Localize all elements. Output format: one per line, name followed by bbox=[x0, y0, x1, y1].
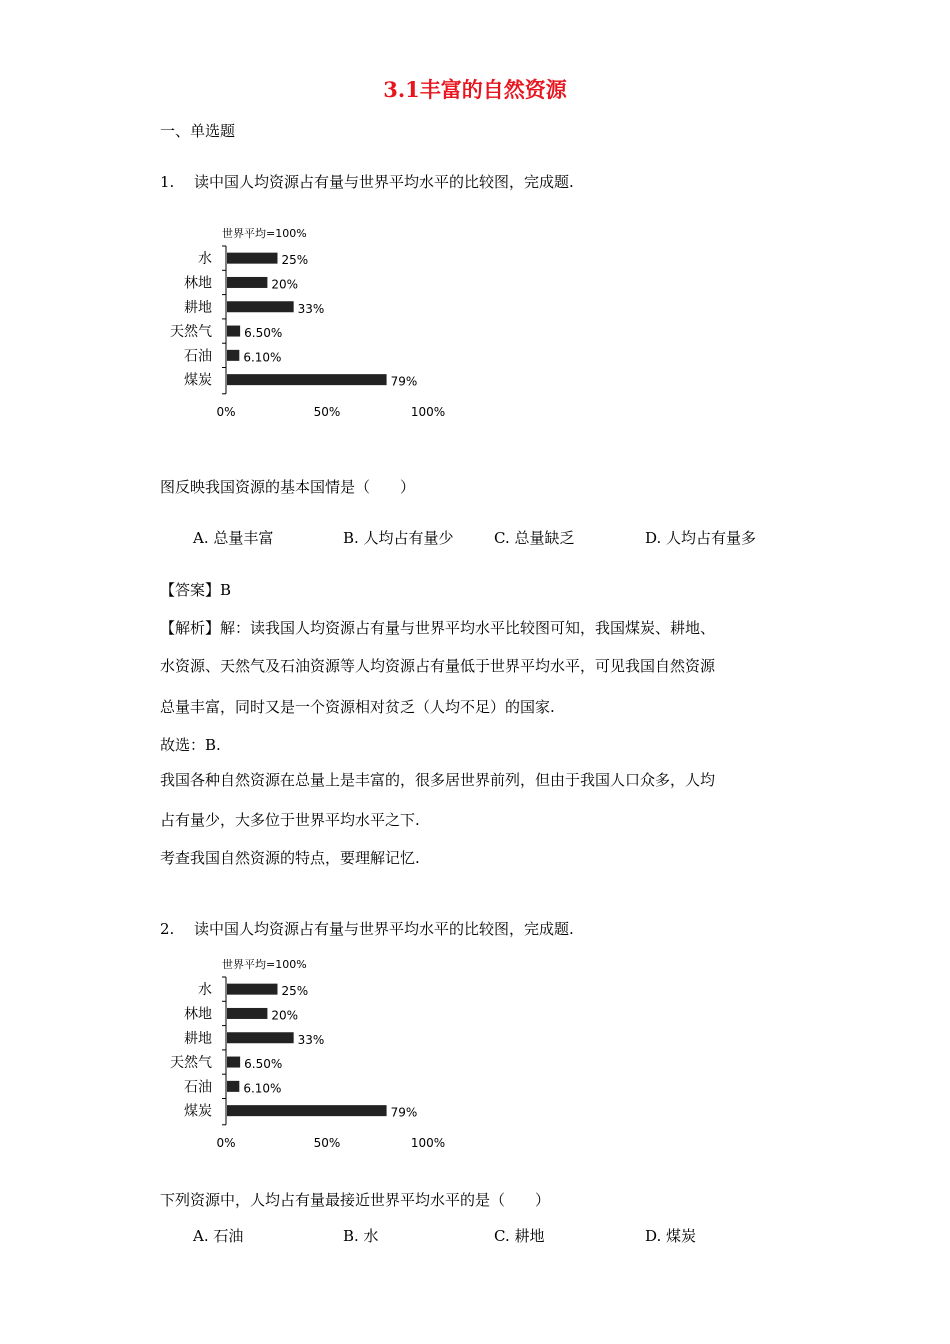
bar bbox=[227, 984, 278, 995]
q2-resource-chart bbox=[160, 953, 460, 1163]
chart-svg bbox=[160, 222, 460, 432]
q1-analysis-line: 考查我国自然资源的特点，要理解记忆. bbox=[160, 849, 420, 867]
bar bbox=[227, 1008, 267, 1019]
data-label: 25% bbox=[281, 253, 309, 268]
q2-question: 下列资源中，人均占有量最接近世界平均水平的是（ ） bbox=[160, 1191, 551, 1209]
bar bbox=[227, 374, 387, 385]
q1-option-d[interactable]: D. 人均占有量多 bbox=[645, 529, 757, 547]
q1-question: 图反映我国资源的基本国情是（ ） bbox=[160, 478, 416, 496]
chart-title: 世界平均=100% bbox=[222, 227, 307, 240]
q1-answer: 【答案】B bbox=[160, 581, 232, 599]
bar bbox=[227, 301, 294, 312]
category-label: 耕地 bbox=[184, 299, 212, 316]
data-label: 6.10% bbox=[243, 350, 282, 365]
q2-option-c[interactable]: C. 耕地 bbox=[494, 1227, 545, 1245]
category-label: 林地 bbox=[184, 1006, 212, 1023]
category-label: 水 bbox=[198, 982, 212, 999]
data-label: 20% bbox=[271, 277, 299, 292]
q1-option-b[interactable]: B. 人均占有量少 bbox=[343, 529, 454, 547]
q1-option-a[interactable]: A. 总量丰富 bbox=[193, 529, 274, 547]
category-label: 林地 bbox=[184, 275, 212, 292]
data-label: 6.10% bbox=[243, 1081, 282, 1096]
category-label: 耕地 bbox=[184, 1030, 212, 1047]
data-label: 6.50% bbox=[244, 1057, 283, 1072]
x-tick-label: 100% bbox=[410, 404, 446, 419]
data-label: 20% bbox=[271, 1008, 299, 1023]
bar bbox=[227, 1081, 239, 1092]
chart-title: 世界平均=100% bbox=[222, 958, 307, 971]
bar bbox=[227, 253, 278, 264]
bar bbox=[227, 350, 239, 361]
category-label: 水 bbox=[198, 251, 212, 268]
x-tick-label: 100% bbox=[410, 1135, 446, 1150]
category-label: 煤炭 bbox=[184, 372, 212, 389]
q1-resource-chart bbox=[160, 222, 460, 432]
q2-option-a[interactable]: A. 石油 bbox=[193, 1227, 244, 1245]
q2-number: 2. bbox=[160, 920, 175, 938]
category-label: 天然气 bbox=[170, 1055, 212, 1072]
q1-analysis-line: 【解析】解：读我国人均资源占有量与世界平均水平比较图可知，我国煤炭、耕地、 bbox=[160, 619, 716, 637]
x-tick-label: 0% bbox=[216, 404, 236, 419]
bar bbox=[227, 1057, 240, 1068]
q2-stem: 读中国人均资源占有量与世界平均水平的比较图，完成题. bbox=[194, 920, 574, 938]
chart-svg bbox=[160, 953, 460, 1163]
q1-analysis-line: 故选：B. bbox=[160, 736, 221, 754]
bar bbox=[227, 326, 240, 337]
section-heading: 一、单选题 bbox=[160, 122, 236, 140]
q1-number: 1. bbox=[160, 173, 175, 191]
q1-analysis-line: 水资源、天然气及石油资源等人均资源占有量低于世界平均水平，可见我国自然资源 bbox=[160, 657, 716, 675]
x-tick-label: 0% bbox=[216, 1135, 236, 1150]
data-label: 33% bbox=[297, 301, 325, 316]
category-label: 煤炭 bbox=[184, 1103, 212, 1120]
q1-analysis-line: 我国各种自然资源在总量上是丰富的，很多居世界前列，但由于我国人口众多，人均 bbox=[160, 771, 716, 789]
q2-option-b[interactable]: B. 水 bbox=[343, 1227, 379, 1245]
q1-analysis-line: 占有量少，大多位于世界平均水平之下. bbox=[160, 811, 420, 829]
data-label: 33% bbox=[297, 1032, 325, 1047]
category-label: 天然气 bbox=[170, 324, 212, 341]
q1-stem: 读中国人均资源占有量与世界平均水平的比较图，完成题. bbox=[194, 173, 574, 191]
x-tick-label: 50% bbox=[313, 404, 341, 419]
data-label: 79% bbox=[390, 374, 418, 389]
category-label: 石油 bbox=[184, 348, 212, 365]
bar bbox=[227, 277, 267, 288]
bar bbox=[227, 1032, 294, 1043]
q1-option-c[interactable]: C. 总量缺乏 bbox=[494, 529, 575, 547]
q1-analysis-line: 总量丰富，同时又是一个资源相对贫乏（人均不足）的国家. bbox=[160, 698, 555, 716]
bar bbox=[227, 1105, 387, 1116]
page-title: 3.1丰富的自然资源 bbox=[383, 77, 567, 102]
q2-option-d[interactable]: D. 煤炭 bbox=[645, 1227, 697, 1245]
data-label: 25% bbox=[281, 984, 309, 999]
category-label: 石油 bbox=[184, 1079, 212, 1096]
data-label: 79% bbox=[390, 1105, 418, 1120]
x-tick-label: 50% bbox=[313, 1135, 341, 1150]
data-label: 6.50% bbox=[244, 326, 283, 341]
